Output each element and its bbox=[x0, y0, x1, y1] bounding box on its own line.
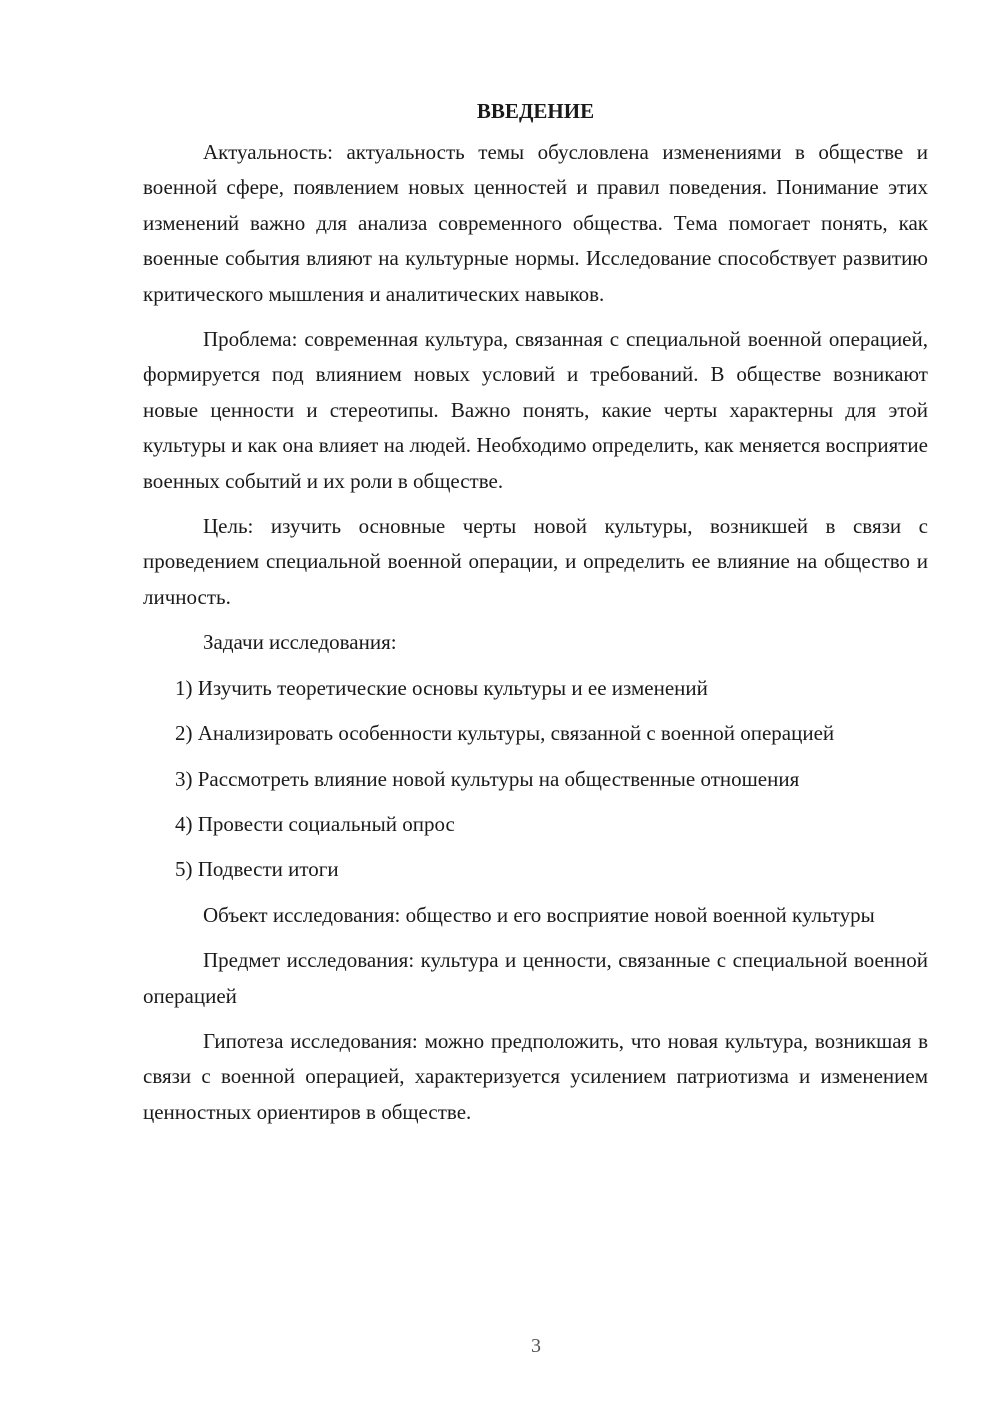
paragraph-subject: Предмет исследования: культура и ценности, связанные с специальной военной операцией bbox=[143, 948, 928, 1008]
paragraph-goal: Цель: изучить основные черты новой культуры, возникшей в связи с проведением специальной военной операции, и определить ее влияние на общество и личность. bbox=[143, 514, 928, 609]
task-item-3: 3) Рассмотреть влияние новой культуры на общественные отношения bbox=[175, 766, 800, 791]
paragraph-tasks-heading: Задачи исследования: bbox=[203, 630, 397, 655]
paragraph-relevance: Актуальность: актуальность темы обусловлена изменениями в обществе и военной сфере, появлением новых ценностей и правил поведения. Понимание этих изменений важно для анализа современного общества. Тема помогает понять, как военные события влияют на культурные нормы. Исследование способствует развитию критического мышления и аналитических навыков. bbox=[143, 140, 928, 306]
task-item-2: 2) Анализировать особенности культуры, связанной с военной операцией bbox=[175, 721, 835, 746]
section-title: ВВЕДЕНИЕ bbox=[476, 99, 595, 123]
task-item-1: 1) Изучить теоретические основы культуры и ее изменений bbox=[175, 675, 708, 700]
task-item-4: 4) Провести социальный опрос bbox=[175, 811, 455, 836]
task-item-5: 5) Подвести итоги bbox=[175, 857, 339, 882]
paragraph-problem: Проблема: современная культура, связанная с специальной военной операцией, формируется под влиянием новых условий и требований. В обществе возникают новые ценности и стереотипы. Важно понять, какие черты характерны для этой культуры и как она влияет на людей. Необходимо определить, как меняется восприятие военных событий и их роли в обществе. bbox=[143, 327, 928, 493]
paragraph-hypothesis: Гипотеза исследования: можно предположить, что новая культура, возникшая в связи с военной операцией, характеризуется усилением патриотизма и изменением ценностных ориентиров в обществе. bbox=[143, 1028, 928, 1124]
page-number: 3 bbox=[531, 1335, 541, 1357]
document-page bbox=[143, 94, 928, 1140]
paragraph-object: Объект исследования: общество и его восприятие новой военной культуры bbox=[203, 902, 875, 927]
